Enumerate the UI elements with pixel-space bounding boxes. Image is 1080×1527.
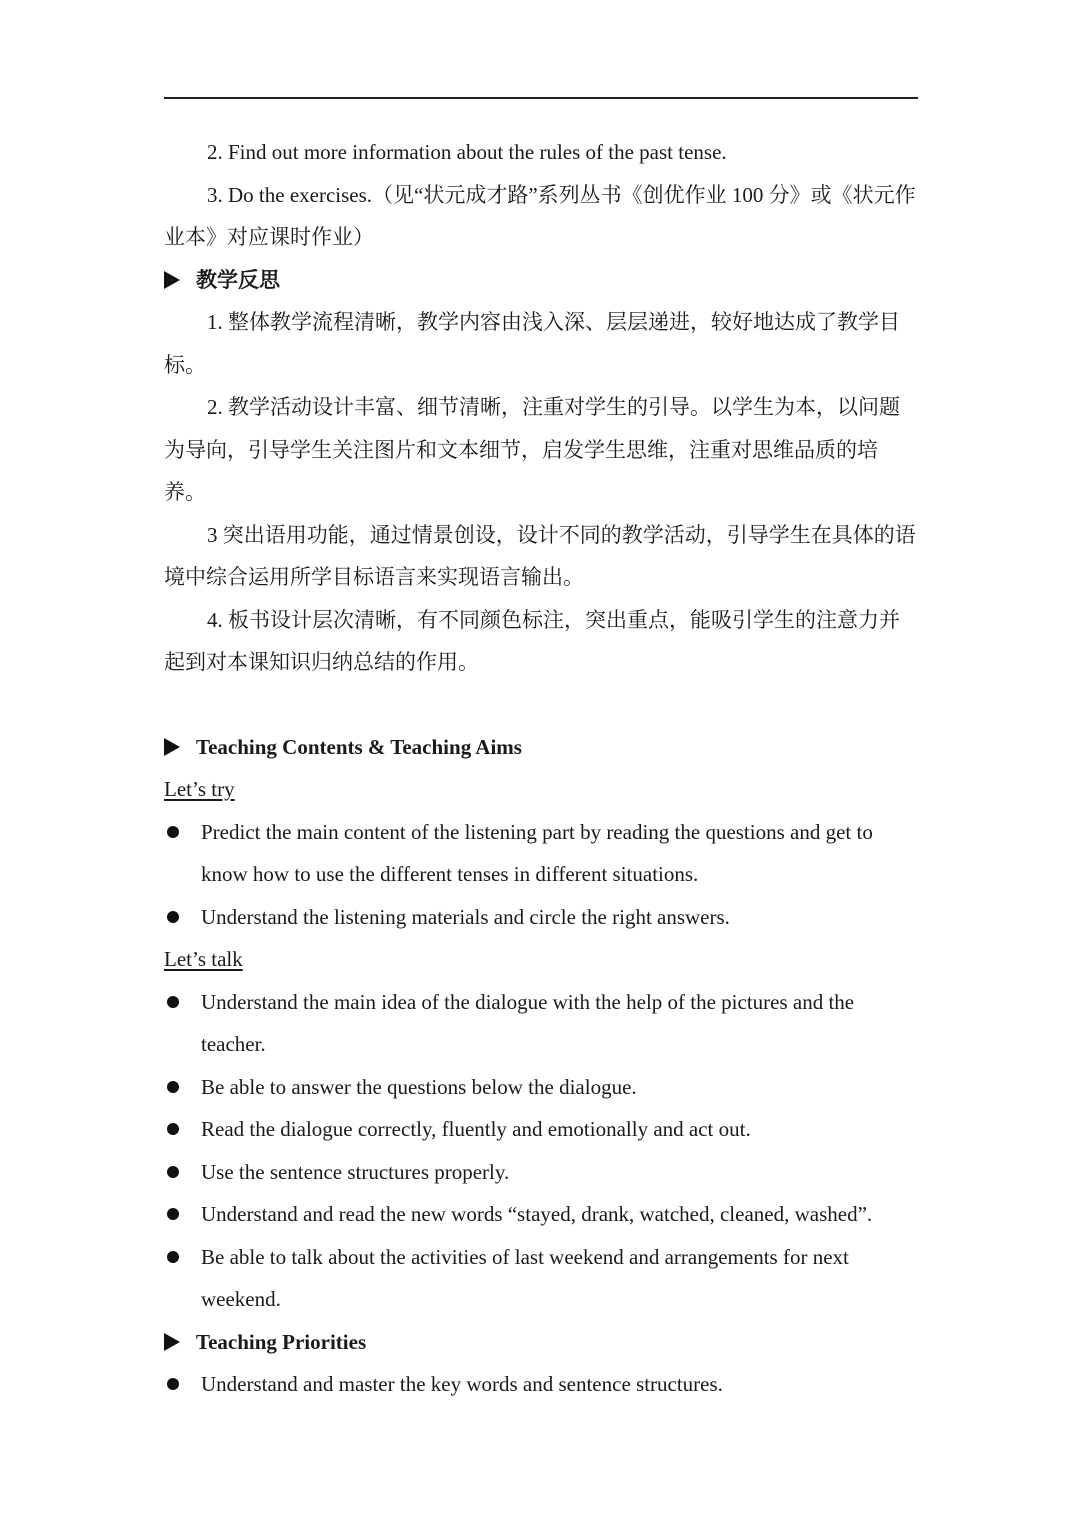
list-item — [164, 1236, 918, 1321]
reflection-item: 1. 整体教学流程清晰，教学内容由浅入深、层层递进，较好地达成了教学目标。 — [164, 310, 900, 377]
homework-item-2: 2. Find out more information about the rules of the past tense. — [207, 140, 727, 164]
list-item — [164, 811, 918, 896]
list-item — [164, 896, 918, 939]
list-item — [164, 981, 918, 1066]
triangle-bullet-icon — [164, 1333, 180, 1351]
priorities-heading — [164, 1321, 918, 1364]
list-item-text: Understand and read the new words “stayed, drank, watched, cleaned, washed”. — [201, 1202, 873, 1226]
bullet-dot-icon — [167, 911, 179, 923]
lets-try-label: Let’s try — [164, 777, 235, 801]
list-item-text: Be able to answer the questions below the dialogue. — [201, 1074, 637, 1099]
reflection-item: 4. 板书设计层次清晰，有不同颜色标注，突出重点，能吸引学生的注意力并起到对本课知识归纳总结的作用。 — [164, 607, 900, 674]
lets-talk-label: Let’s talk — [164, 947, 243, 971]
reflection-heading — [164, 259, 918, 302]
list-item-text: Read the dialogue correctly, fluently and emotionally and act out. — [201, 1117, 751, 1141]
bullet-dot-icon — [167, 1251, 179, 1263]
reflection-item: 3 突出语用功能，通过情景创设，设计不同的教学活动，引导学生在具体的语境中综合运用所学目标语言来实现语言输出。 — [164, 522, 916, 589]
list-item — [164, 1363, 918, 1406]
contents-heading-text: Teaching Contents & Teaching Aims — [196, 734, 522, 759]
lets-try-list — [164, 811, 918, 939]
list-item-text: Understand and master the key words and sentence structures. — [201, 1372, 723, 1396]
homework-item-3: 3. Do the exercises.（见“状元成才路”系列丛书《创优作业 100 分》或《状元作业本》对应课时作业） — [164, 182, 916, 249]
list-item-text: Be able to talk about the activities of last weekend and arrangements for next weekend. — [201, 1244, 849, 1311]
contents-heading — [164, 726, 918, 769]
list-item-text: Predict the main content of the listening part by reading the questions and get to know how to use the different tenses in different situations. — [201, 819, 873, 886]
list-item-text: Understand the listening materials and circle the right answers. — [201, 904, 730, 929]
triangle-bullet-icon — [164, 738, 180, 756]
bullet-dot-icon — [167, 996, 179, 1008]
bullet-dot-icon — [167, 1378, 179, 1390]
list-item-text: Understand the main idea of the dialogue with the help of the pictures and the teacher. — [201, 989, 855, 1056]
list-item — [164, 1108, 918, 1151]
triangle-bullet-icon — [164, 271, 180, 289]
priorities-heading-text: Teaching Priorities — [196, 1329, 367, 1354]
section-gap — [164, 684, 918, 726]
bullet-dot-icon — [167, 1166, 179, 1178]
bullet-dot-icon — [167, 1123, 179, 1135]
list-item — [164, 1066, 918, 1109]
bullet-dot-icon — [167, 1208, 179, 1220]
reflection-item: 2. 教学活动设计丰富、细节清晰，注重对学生的引导。以学生为本，以问题为导向，引导学生关注图片和文本细节，启发学生思维，注重对思维品质的培养。 — [164, 395, 900, 504]
priorities-list — [164, 1363, 918, 1406]
bullet-dot-icon — [167, 826, 179, 838]
lets-talk-list — [164, 981, 918, 1321]
list-item-text: Use the sentence structures properly. — [201, 1159, 510, 1184]
list-item — [164, 1193, 918, 1236]
bullet-dot-icon — [167, 1081, 179, 1093]
document-body — [164, 131, 918, 1406]
reflection-heading-text: 教学反思 — [196, 267, 280, 292]
header-rule — [164, 97, 918, 99]
list-item — [164, 1151, 918, 1194]
